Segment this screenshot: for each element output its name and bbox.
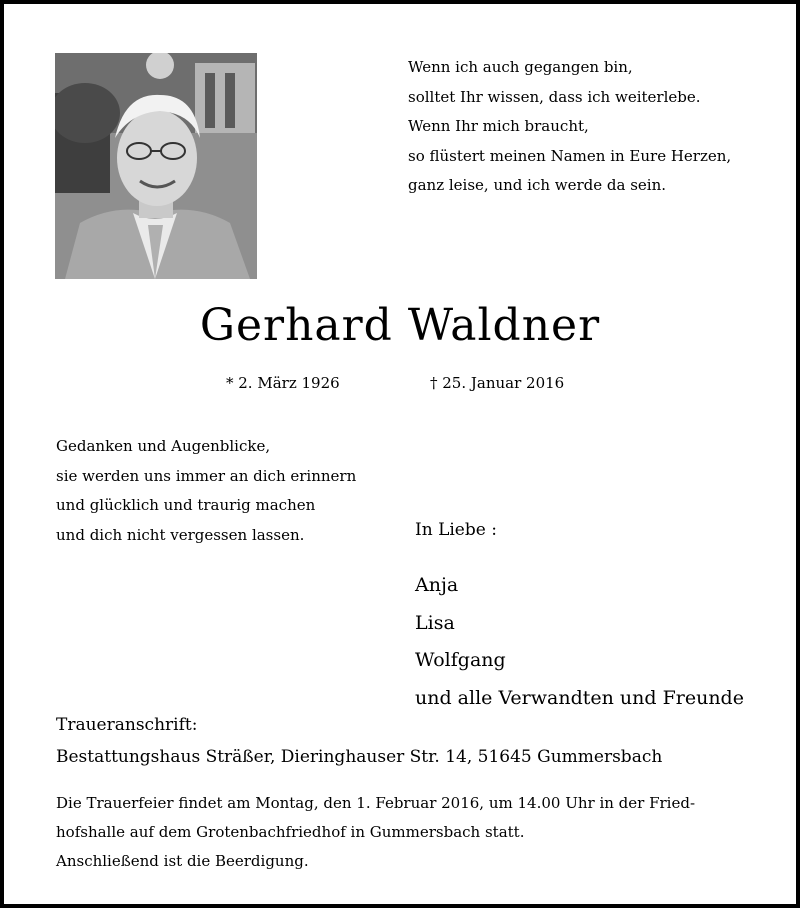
poem xyxy=(408,53,731,201)
verse-line: und glücklich und traurig machen xyxy=(56,496,316,514)
poem-line: so flüstert meinen Namen in Eure Herzen, xyxy=(408,146,732,165)
portrait-photo xyxy=(55,53,257,279)
verse-line: und dich nicht vergessen lassen. xyxy=(56,525,305,544)
funeral-line: hofshalle auf dem Grotenbachfriedhof in Gummersbach statt. xyxy=(56,823,525,841)
deceased-name: Gerhard Waldner xyxy=(199,300,601,351)
death-date: † 25. Januar 2016 xyxy=(430,374,565,392)
funeral-line: Die Trauerfeier findet am Montag, den 1. Februar 2016, um 14.00 Uhr in der Fried- xyxy=(56,794,696,812)
verse-line: sie werden uns immer an dich erinnern xyxy=(56,466,357,485)
address-text: Bestattungshaus Sträßer, Dieringhauser Str. 14, 51645 Gummersbach xyxy=(56,747,663,767)
address-label: Traueranschrift: xyxy=(56,715,198,735)
mourners-list xyxy=(415,567,744,717)
mourners-label: In Liebe : xyxy=(415,520,497,540)
poem-line: solltet Ihr wissen, dass ich weiterlebe. xyxy=(408,87,701,106)
portrait-image xyxy=(55,53,257,279)
poem-line: Wenn Ihr mich braucht, xyxy=(408,117,589,135)
poem-line: ganz leise, und ich werde da sein. xyxy=(408,176,667,194)
mourner-name: Wolfgang xyxy=(415,649,506,671)
memorial-verse xyxy=(56,432,356,550)
birth-date: * 2. März 1926 xyxy=(226,374,340,392)
mourner-name: Lisa xyxy=(415,611,455,634)
funeral-line: Anschließend ist die Beerdigung. xyxy=(56,852,309,870)
mourner-name: und alle Verwandten und Freunde xyxy=(415,686,744,709)
verse-line: Gedanken und Augenblicke, xyxy=(56,437,271,455)
poem-line: Wenn ich auch gegangen bin, xyxy=(408,58,633,76)
funeral-info xyxy=(56,789,695,876)
mourner-name: Anja xyxy=(415,574,459,596)
